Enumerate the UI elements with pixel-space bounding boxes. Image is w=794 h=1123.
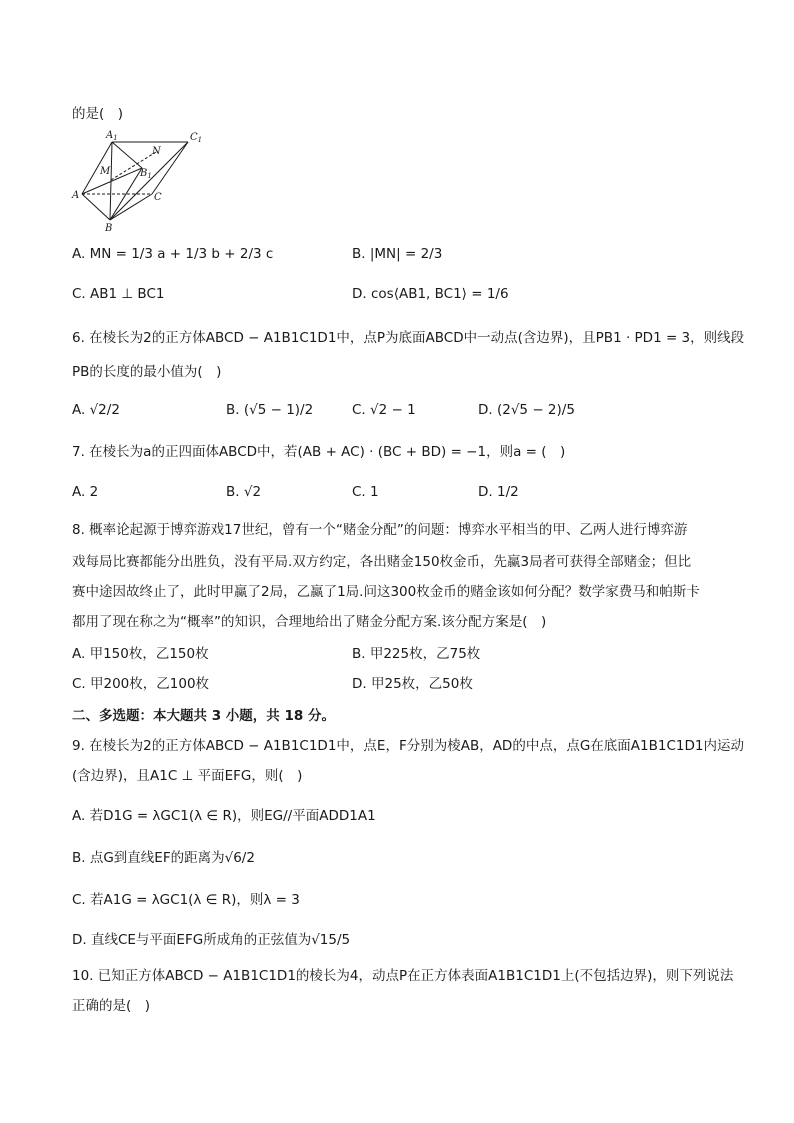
q8-option-d: D. 甲25枚，乙50枚: [352, 676, 473, 692]
q6-line1: 6. 在棱长为2的正方体ABCD − A1B1C1D1中，点P为底面ABCD中一动点(含边界)，且PB1 · PD1 = 3，则线段: [72, 330, 745, 346]
label-B: B: [105, 223, 113, 232]
q9-option-c: C. 若A1G = λGC1(λ ∈ R)，则λ = 3: [72, 892, 300, 908]
q9-option-b: B. 点G到直线EF的距离为√6/2: [72, 850, 255, 866]
q5-option-d: D. cos⟨AB1, BC1⟩ = 1/6: [352, 286, 509, 302]
q7-option-c: C. 1: [352, 484, 379, 500]
q9-option-d: D. 直线CE与平面EFG所成角的正弦值为√15/5: [72, 932, 351, 948]
q8-line3: 赛中途因故终止了，此时甲赢了2局，乙赢了1局.问这300枚金币的赌金该如何分配？数学家费马和帕斯卡: [72, 584, 700, 600]
q5-tail: 的是( ): [72, 106, 124, 122]
q6-option-b: B. (√5 − 1)/2: [226, 402, 314, 418]
q5-option-c: C. AB1 ⊥ BC1: [72, 286, 165, 302]
q8-option-b: B. 甲225枚，乙75枚: [352, 646, 481, 662]
q7-option-b: B. √2: [226, 484, 262, 500]
q6-option-d: D. (2√5 − 2)/5: [478, 402, 575, 418]
section-header-multiple-choice: 二、多选题：本大题共 3 小题，共 18 分。: [72, 708, 335, 724]
q10-line1: 10. 已知正方体ABCD − A1B1C1D1的棱长为4，动点P在正方体表面A1B1C1D1上(不包括边界)，则下列说法: [72, 968, 734, 984]
label-A: A: [72, 190, 80, 201]
label-C1: $C_1$: [190, 132, 203, 144]
q7-option-a: A. 2: [72, 484, 99, 500]
q8-line4: 都用了现在称之为“概率”的知识，合理地给出了赌金分配方案.该分配方案是( ): [72, 614, 547, 630]
q9-line2: (含边界)，且A1C ⊥ 平面EFG，则( ): [72, 768, 303, 784]
label-A1: $A_1$: [106, 130, 118, 142]
label-B1: $B_1$: [140, 168, 152, 180]
q8-line1: 8. 概率论起源于博弈游戏17世纪，曾有一个“赌金分配”的问题：博弈水平相当的甲、乙两人进行博弈游: [72, 522, 688, 538]
q7-line1: 7. 在棱长为a的正四面体ABCD中，若(AB + AC) · (BC + BD) = −1，则a = ( ): [72, 444, 566, 460]
q5-option-b: B. |MN| = 2/3: [352, 246, 443, 262]
q8-line2: 戏每局比赛都能分出胜负，没有平局.双方约定，各出赌金150枚金币，先赢3局者可获得全部赌金；但比: [72, 554, 692, 570]
label-N: N: [152, 146, 161, 157]
q6-option-c: C. √2 − 1: [352, 402, 416, 418]
q8-option-c: C. 甲200枚，乙100枚: [72, 676, 210, 692]
q7-option-d: D. 1/2: [478, 484, 519, 500]
q8-option-a: A. 甲150枚，乙150枚: [72, 646, 209, 662]
q6-option-a: A. √2/2: [72, 402, 120, 418]
q10-line2: 正确的是( ): [72, 998, 151, 1014]
q6-line2: PB的长度的最小值为( ): [72, 364, 222, 380]
q5-option-a: A. MN = 1/3 a + 1/3 b + 2/3 c: [72, 246, 274, 262]
q9-line1: 9. 在棱长为2的正方体ABCD − A1B1C1D1中，点E，F分别为棱AB，AD的中点，点G在底面A1B1C1D1内运动: [72, 738, 744, 754]
prism-figure: [70, 128, 210, 232]
q9-option-a: A. 若D1G = λGC1(λ ∈ R)，则EG//平面ADD1A1: [72, 808, 376, 824]
label-M: M: [100, 166, 111, 177]
label-C: C: [154, 192, 162, 203]
